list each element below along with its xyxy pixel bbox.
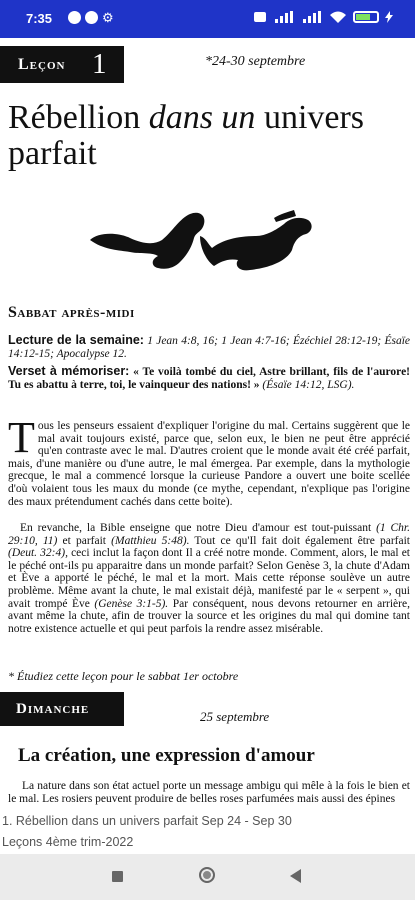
lecture-label: Lecture de la semaine:	[8, 333, 144, 347]
notification-icons	[68, 11, 115, 24]
home-icon[interactable]	[199, 867, 215, 883]
p2-ref1: (1 Chr. 29:10, 11)	[8, 522, 411, 547]
dimanche-heading: La création, une expression d'amour	[18, 745, 315, 766]
lesson-badge	[0, 46, 124, 83]
footer-lesson-title: 1. Rébellion dans un univers parfait Sep 24 - Sep 30	[2, 814, 292, 828]
drop-cap: T	[8, 413, 35, 462]
verset-text: « Te voilà tombé du ciel, Astre brillant, fils de l'aurore! Tu es abattu à terre, toi, le vainqueur des nations! »	[8, 366, 411, 391]
lecture-paragraph	[8, 334, 410, 360]
status-time: 7:35	[26, 11, 53, 26]
sabbat-paragraph-2	[8, 522, 410, 635]
dimanche-badge-label: Dimanche	[16, 701, 90, 717]
battery-icon	[353, 11, 379, 23]
charging-icon	[385, 11, 393, 23]
notification-p2-icon	[85, 11, 98, 24]
p2-b: et parfait	[57, 534, 112, 547]
study-note: * Étudiez cette leçon pour le sabbat 1er octobre	[8, 669, 239, 683]
lesson-badge-label: Leçon	[18, 56, 66, 73]
serpent-illustration	[88, 210, 328, 280]
p2-e: Par conséquent, nous devons retourner en arrière, avant même la chute, afin de trouver la source et les origines du mal qui domine tant notre existence actuelle et qui peut parfois la rendre assez misérable.	[8, 597, 410, 635]
dimanche-paragraph: La nature dans son état actuel porte un message ambigu qui mêle à la fois le bien et le mal. Les rosiers peuvent produire de belles roses parfumées mais aussi des épines	[8, 780, 410, 805]
title-italic: dans un	[148, 99, 256, 136]
lesson-content[interactable]	[0, 38, 415, 810]
p2-ref2: (Matthieu 5:48).	[111, 534, 190, 547]
back-icon[interactable]	[290, 869, 301, 883]
status-bar	[0, 0, 415, 38]
system-nav-bar	[0, 854, 415, 900]
dimanche-badge	[0, 692, 124, 726]
wifi-icon	[329, 10, 347, 24]
notification-p-icon	[68, 11, 81, 24]
p2-a: En revanche, la Bible enseigne que notre Dieu d'amour est tout-puissant	[20, 522, 377, 534]
lesson-dates: *24-30 septembre	[205, 54, 306, 69]
verset-label: Verset à mémoriser:	[8, 364, 130, 378]
p1-text: ous les penseurs essaient d'expliquer l'origine du mal. Certains suggèrent que le mal avait toujours existé, parce que, selon eux, le bien ne peut être apprécié qu'en contraste avec le mal. D'autres croient que le monde avait été créé parfait, mais, d'une manière ou d'une autre, le mal émergea. Par exemple, dans la mythologie grecque, le mal a commencé lorsque la curieuse Pandore a ouvert une boite scellée d'où volaient tous les maux du monde (ce mythe, cependant, n'explique pas l'origine des maux prétendument cachés dans cette boite).	[8, 420, 410, 508]
lecture-text: 1 Jean 4:8, 16; 1 Jean 4:7-16; Ézéchiel 28:12-19; Ésaïe 14:12-15; Apocalypse 12.	[8, 335, 411, 360]
signal2-icon	[301, 11, 323, 23]
sim-icon	[253, 11, 267, 23]
p2-d: ceci inclut la façon dont Il a créé notre monde. Comment, alors, le mal et le péché ont-ils pu apparaitre dans un monde parfait? Selon Genèse 3, la chute d'Adam et Ève a apporté le péché, le mal et la mort. Mais cette réponse soulève un autre problème. Même avant la chute, le mal existait déjà, manifesté par le « serpent », qui avait trompé Ève	[8, 547, 410, 610]
footer-info-bar[interactable]	[0, 806, 415, 854]
verset-ref: (Ésaïe 14:12, LSG).	[259, 378, 355, 391]
recents-icon[interactable]	[112, 871, 123, 882]
system-icons	[253, 10, 393, 24]
sabbat-heading: Sabbat après-midi	[8, 304, 135, 321]
p2-ref4: (Genèse 3:1-5).	[94, 597, 169, 610]
footer-quarter: Leçons 4ème trim-2022	[2, 835, 134, 849]
lesson-title	[8, 100, 408, 172]
lesson-badge-number: 1	[92, 48, 107, 80]
p2-ref3: (Deut. 32:4),	[8, 547, 68, 560]
gear-icon: ⚙	[102, 10, 114, 25]
signal-icon	[273, 11, 295, 23]
p2-c: Tout ce qu'Il fait doit également être parfait	[189, 534, 410, 547]
title-part1: Rébellion	[8, 99, 149, 136]
verset-paragraph	[8, 365, 410, 391]
dimanche-date: 25 septembre	[200, 709, 270, 724]
title-part2: univers parfait	[8, 99, 365, 172]
sabbat-paragraph-1	[8, 413, 410, 508]
